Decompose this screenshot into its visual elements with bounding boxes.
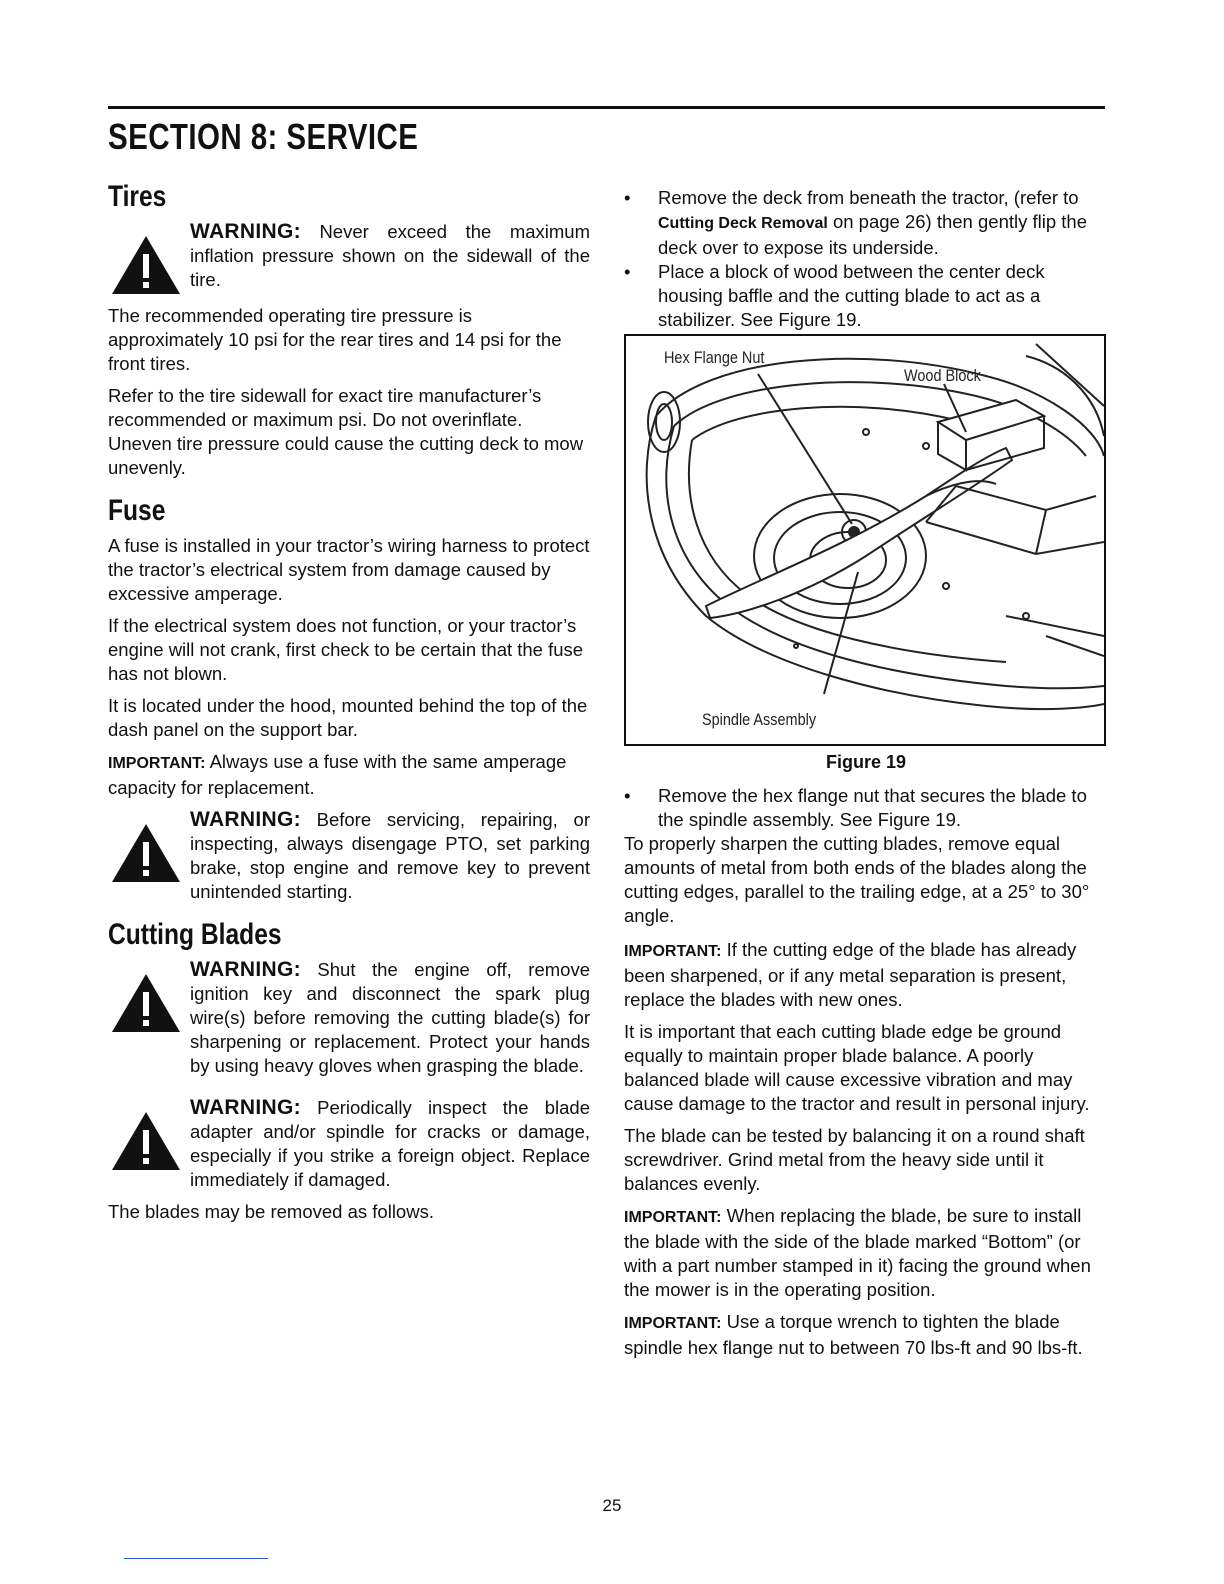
wood-block-label: Wood Block — [904, 366, 981, 385]
warning-body: Before servicing, repairing, or inspecting, always disengage PTO, set parking brake, stop engine and remove key to prevent unintended starting. — [190, 809, 590, 902]
sharpen-paragraph: To properly sharpen the cutting blades, remove equal amounts of metal from both ends of the blades along the cutting edges, parallel to the trailing edge, at a 25° to 30° angle. — [624, 833, 1090, 926]
bullet-text: Remove the deck from beneath the tractor, (refer to — [658, 187, 1079, 208]
page-number: 25 — [602, 1496, 622, 1515]
spindle-assembly-label: Spindle Assembly — [702, 710, 817, 729]
warning-label: WARNING: — [190, 958, 301, 981]
tires-heading: Tires — [108, 180, 167, 213]
left-column — [108, 180, 590, 1232]
warning-triangle-icon — [108, 972, 190, 1034]
fuse-paragraph-1: A fuse is installed in your tractor’s wiring harness to protect the tractor’s electrical system from damage caused by excessive amperage. — [108, 535, 590, 604]
blades-warning-2 — [108, 1096, 590, 1192]
warning-label: WARNING: — [190, 808, 301, 831]
tires-warning — [108, 220, 590, 296]
warning-triangle-icon — [108, 822, 190, 884]
mower-deck-illustration — [626, 336, 1104, 744]
fuse-warning-text — [190, 808, 590, 904]
warning-label: WARNING: — [190, 220, 301, 243]
list-item — [624, 186, 1108, 260]
warning-body: Periodically inspect the blade adapter and/or spindle for cracks or damage, especially if you strike a foreign object. Replace immediately if damaged. — [190, 1097, 590, 1190]
list-item: • Remove the hex flange nut that secures the blade to the spindle assembly. See Figure 19. — [624, 784, 1108, 832]
header-rule — [108, 106, 1105, 109]
section-title: SECTION 8: SERVICE — [108, 116, 419, 157]
fuse-warning — [108, 808, 590, 904]
important-3 — [624, 1310, 1108, 1360]
important-body: When replacing the blade, be sure to install the blade with the side of the blade marked “Bottom” (or with a part number stamped in it) facing the ground when the mower is in the operating position. — [624, 1205, 1091, 1300]
list-item: • Place a block of wood between the center deck housing baffle and the cutting blade to act as a stabilizer. See Figure 19. — [624, 260, 1108, 332]
cutting-deck-removal-reference: Cutting Deck Removal — [658, 215, 828, 232]
fuse-heading: Fuse — [108, 494, 166, 527]
fuse-important — [108, 750, 590, 800]
important-label: IMPORTANT: — [108, 755, 206, 772]
blades-follows-paragraph: The blades may be removed as follows. — [108, 1201, 434, 1222]
balance-paragraph: It is important that each cutting blade edge be ground equally to maintain proper blade balance. A poorly balanced blade will cause excessive vibration and may cause damage to the tractor and result in personal injury. — [624, 1021, 1090, 1114]
tires-paragraph-1: The recommended operating tire pressure is approximately 10 psi for the rear tires and 14 psi for the front tires. — [108, 305, 562, 374]
blades-warning-1 — [108, 958, 590, 1078]
right-column — [624, 186, 1108, 1368]
important-label: IMPORTANT: — [624, 1209, 722, 1226]
warning-body: Shut the engine off, remove ignition key and disconnect the spark plug wire(s) before removing the cutting blade(s) for sharpening or replacement. Protect your hands by using heavy gloves when grasping the blade. — [190, 959, 590, 1076]
steps-list-2 — [624, 784, 1108, 832]
hex-flange-nut-label: Hex Flange Nut — [664, 348, 765, 367]
steps-list-1 — [624, 186, 1108, 332]
figure-caption: Figure 19 — [825, 752, 907, 772]
warning-label: WARNING: — [190, 1096, 301, 1119]
figure-19 — [624, 334, 1106, 746]
important-1 — [624, 938, 1108, 1012]
fuse-paragraph-2: If the electrical system does not function, or your tractor’s engine will not crank, first check to be certain that the fuse has not blown. — [108, 615, 584, 684]
important-body: Use a torque wrench to tighten the blade spindle hex flange nut to between 70 lbs-ft and 90 lbs-ft. — [624, 1311, 1083, 1358]
warning-body: Never exceed the maximum inflation pressure shown on the sidewall of the tire. — [190, 221, 590, 290]
tires-warning-text — [190, 220, 590, 292]
bullet-text: on page 26) then gently flip the deck over to expose its underside. — [658, 211, 1088, 258]
important-label: IMPORTANT: — [624, 943, 722, 960]
blades-warning-2-text — [190, 1096, 590, 1192]
important-body: If the cutting edge of the blade has already been sharpened, or if any metal separation is present, replace the blades with new ones. — [624, 939, 1077, 1010]
test-paragraph: The blade can be tested by balancing it on a round shaft screwdriver. Grind metal from the heavy side until it balances evenly. — [624, 1125, 1085, 1194]
important-body: Always use a fuse with the same amperage capacity for replacement. — [108, 751, 567, 798]
tires-paragraph-2: Refer to the tire sidewall for exact tire manufacturer’s recommended or maximum psi. Do not overinflate. Uneven tire pressure could cause the cutting deck to mow unevenly. — [108, 385, 584, 478]
blades-warning-1-text — [190, 958, 590, 1078]
cutting-blades-heading: Cutting Blades — [108, 918, 282, 951]
fuse-paragraph-3: It is located under the hood, mounted behind the top of the dash panel on the support bar. — [108, 695, 588, 740]
important-2 — [624, 1204, 1108, 1302]
warning-triangle-icon — [108, 1110, 190, 1172]
footer-line — [124, 1558, 268, 1559]
warning-triangle-icon — [108, 234, 190, 296]
important-label: IMPORTANT: — [624, 1315, 722, 1332]
